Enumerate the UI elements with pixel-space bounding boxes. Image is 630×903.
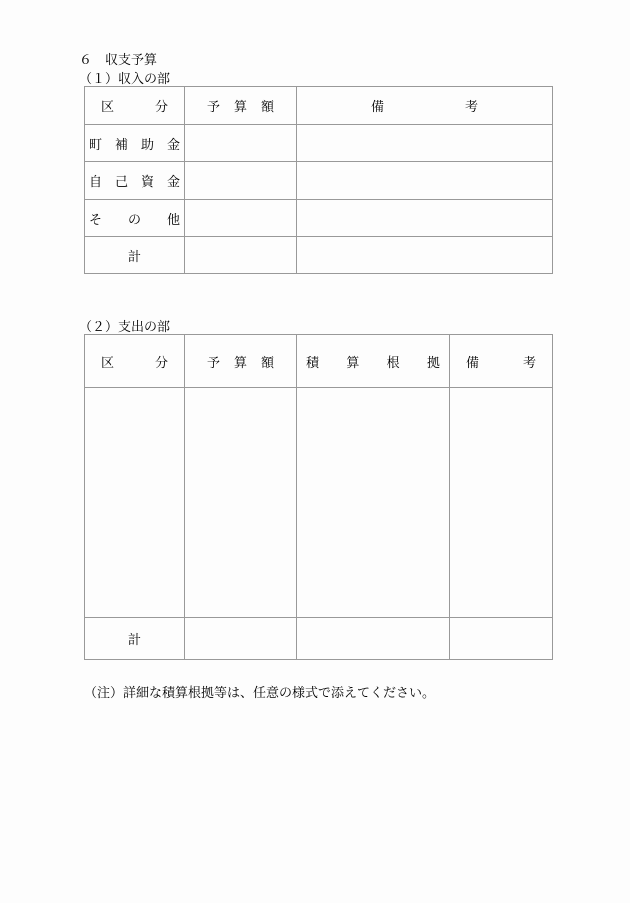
expense-header-category: 区 分 (85, 335, 185, 388)
expense-total-label: 計 (85, 618, 185, 660)
income-remarks-cell (297, 237, 553, 274)
expense-header-row (85, 335, 553, 388)
income-budget-cell (185, 200, 297, 237)
income-total-label: 計 (85, 237, 185, 274)
income-row-town-subsidy (85, 125, 553, 162)
note-text: （注）詳細な積算根拠等は、任意の様式で添えてください。 (84, 686, 436, 701)
income-remarks-cell (297, 125, 553, 162)
section-title: ６ 収支予算 (79, 53, 158, 68)
income-remarks-cell (297, 162, 553, 200)
expense-section-title: （２）支出の部 (79, 320, 171, 335)
income-table (84, 86, 553, 274)
expense-basis-cell (297, 388, 450, 618)
expense-remarks-cell (450, 388, 553, 618)
income-header-row (85, 87, 553, 125)
expense-remarks-cell (450, 618, 553, 660)
income-row-label: そ の 他 (85, 200, 185, 237)
income-row-other (85, 200, 553, 237)
expense-budget-cell (185, 388, 297, 618)
expense-header-basis: 積 算 根 拠 (297, 335, 450, 388)
expense-basis-cell (297, 618, 450, 660)
income-budget-cell (185, 125, 297, 162)
income-budget-cell (185, 237, 297, 274)
expense-body-row (85, 388, 553, 618)
expense-table (84, 334, 553, 660)
income-header-budget: 予 算 額 (185, 87, 297, 125)
income-budget-cell (185, 162, 297, 200)
expense-budget-cell (185, 618, 297, 660)
income-section-title: （１）収入の部 (79, 72, 171, 87)
income-header-category: 区 分 (85, 87, 185, 125)
expense-total-row (85, 618, 553, 660)
income-row-own-funds (85, 162, 553, 200)
income-header-remarks: 備 考 (297, 87, 553, 125)
income-row-label: 町 補 助 金 (85, 125, 185, 162)
expense-header-budget: 予 算 額 (185, 335, 297, 388)
income-row-total (85, 237, 553, 274)
income-remarks-cell (297, 200, 553, 237)
income-row-label: 自 己 資 金 (85, 162, 185, 200)
expense-header-remarks: 備 考 (450, 335, 553, 388)
expense-category-cell (85, 388, 185, 618)
